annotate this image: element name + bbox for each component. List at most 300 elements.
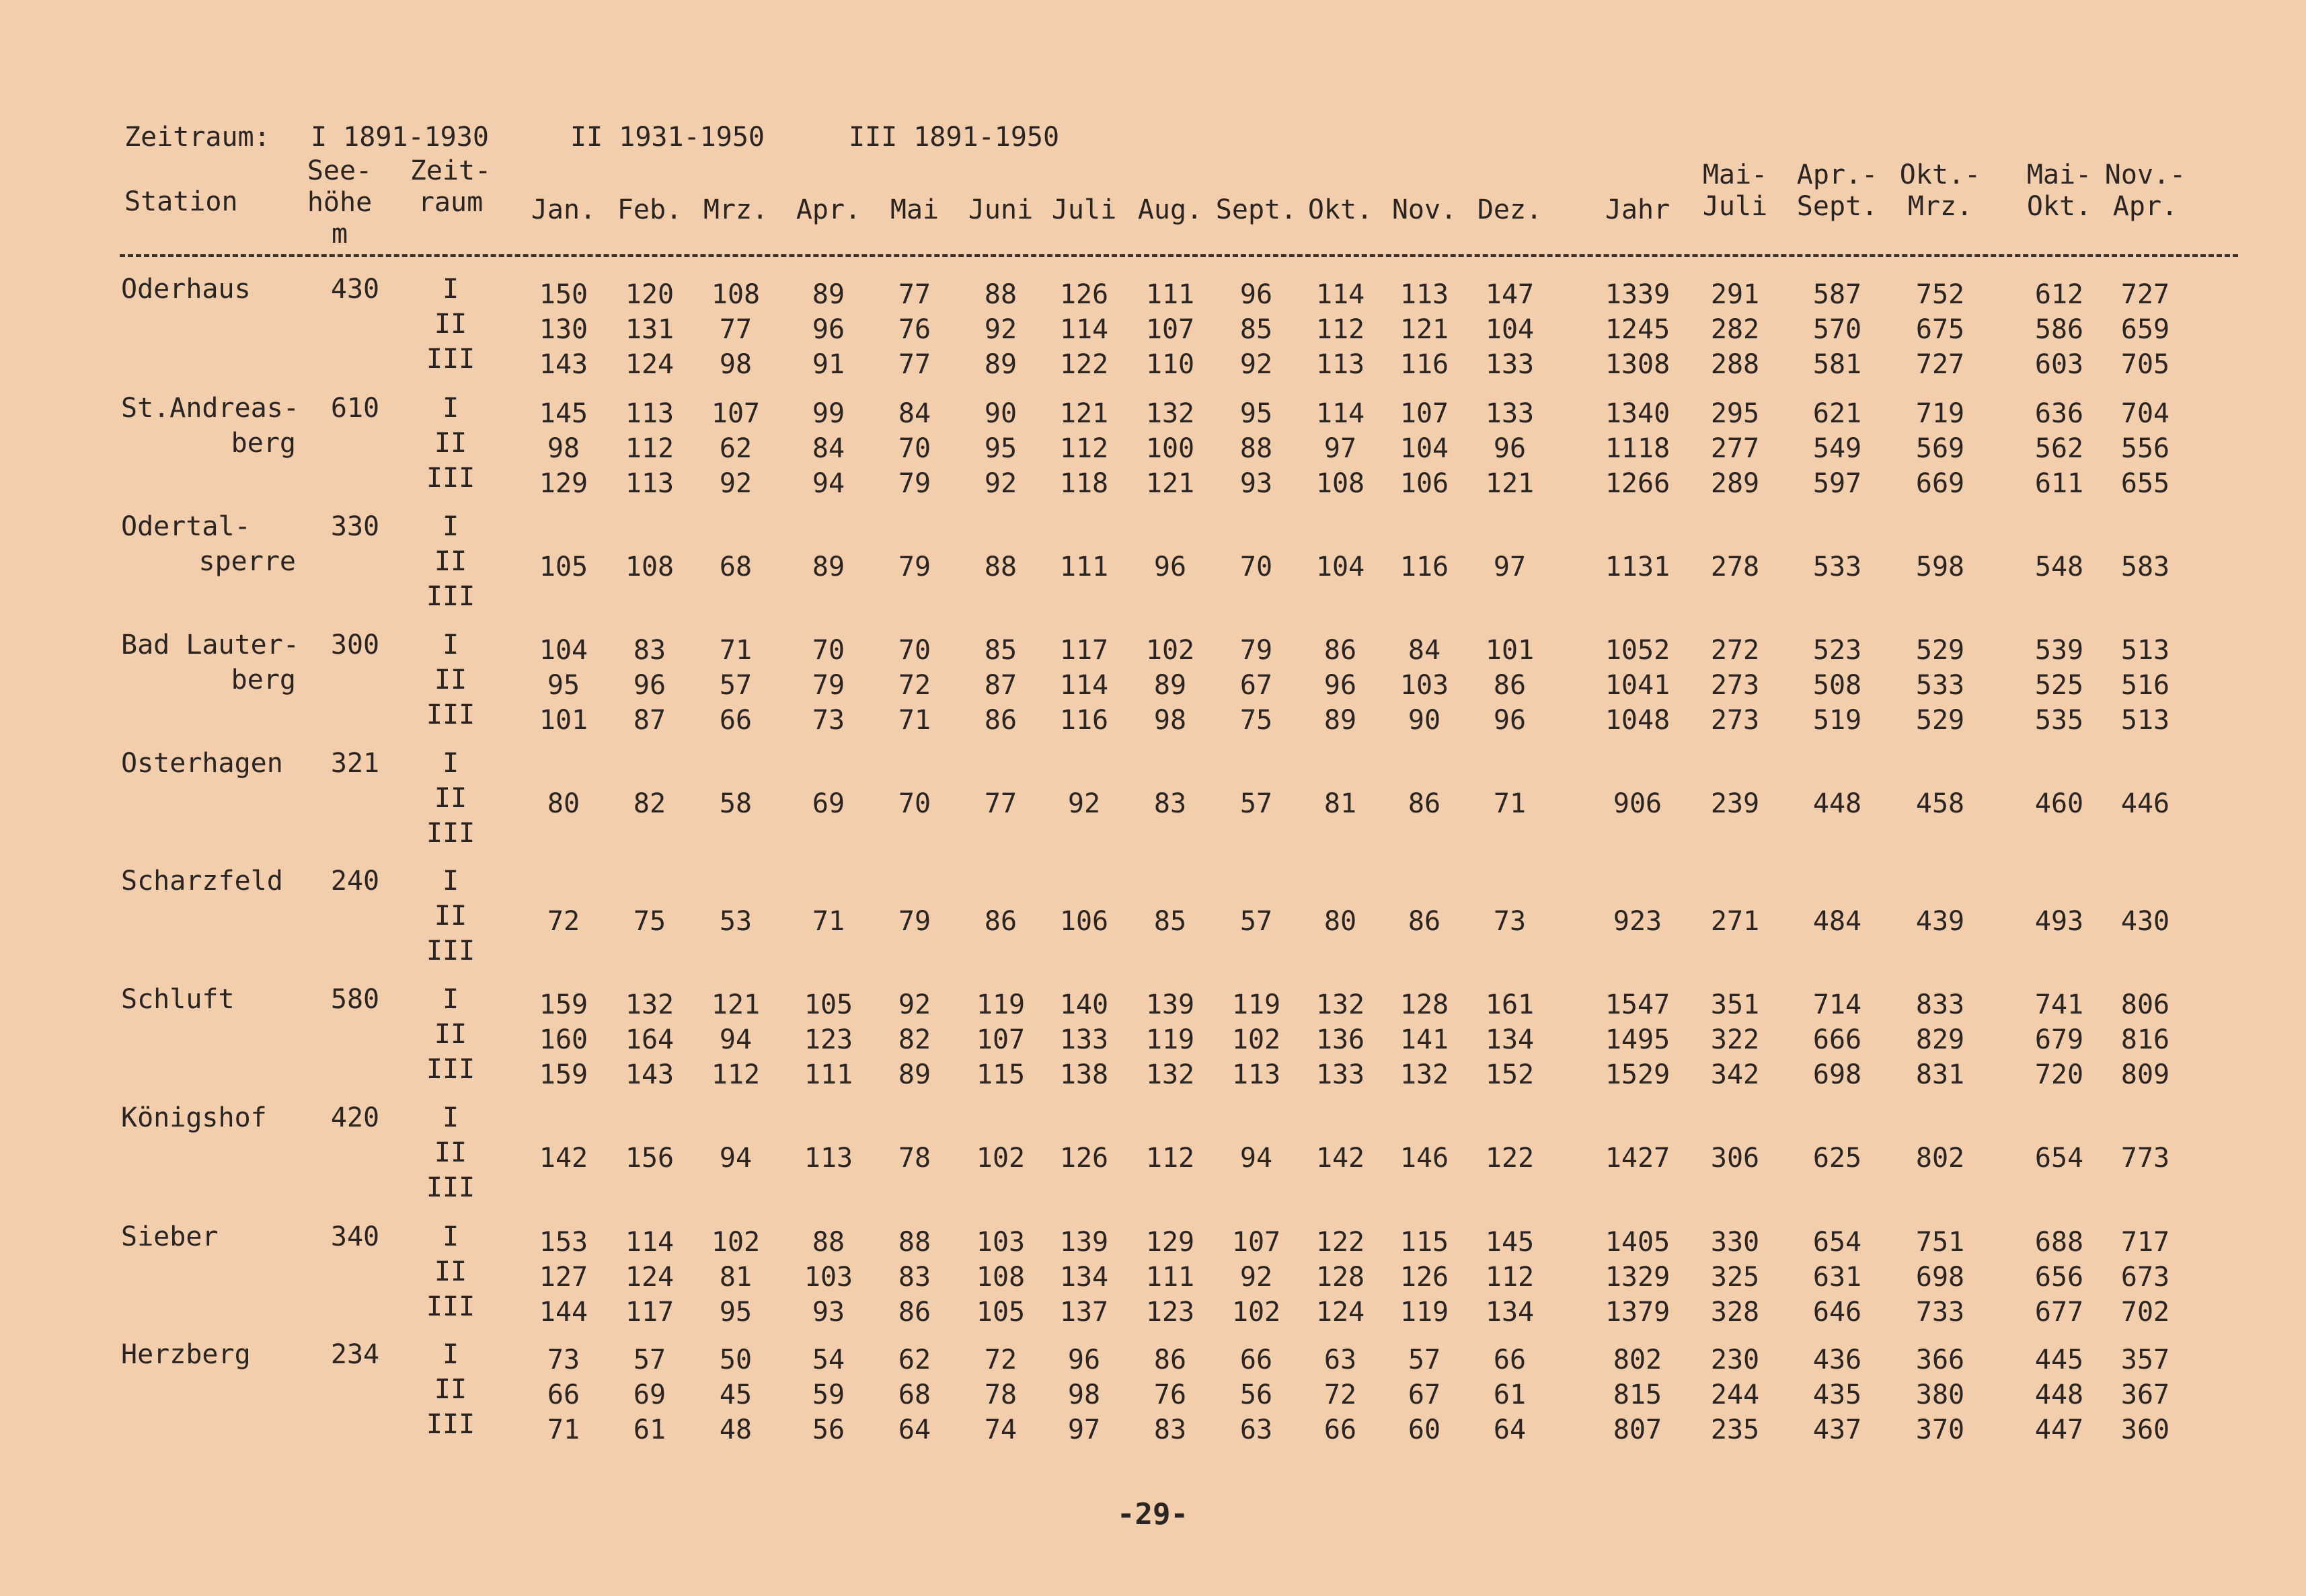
table-cell: 91 [812, 349, 845, 380]
table-cell: 133 [1315, 1059, 1365, 1090]
table-cell: 70 [898, 635, 931, 666]
table-cell: 63 [1323, 1344, 1357, 1375]
table-cell: 132 [1315, 989, 1365, 1020]
table-cell: 66 [719, 705, 753, 736]
table-cell: 71 [812, 906, 845, 937]
table-cell: 75 [633, 906, 666, 937]
table-cell: 108 [711, 279, 761, 310]
table-cell: 675 [1915, 314, 1965, 345]
table-cell: 66 [547, 1379, 580, 1410]
header-month: Okt. [1307, 194, 1373, 225]
table-cell: 139 [1059, 1227, 1109, 1258]
table-cell: 132 [1399, 1059, 1449, 1090]
table-cell: 92 [1239, 1262, 1273, 1293]
table-cell: 93 [1239, 468, 1273, 499]
table-cell: 86 [1153, 1344, 1187, 1375]
table-cell: 366 [1915, 1344, 1965, 1375]
header-sum-period: Sept. [1796, 191, 1878, 222]
header-month: Aug. [1137, 194, 1203, 225]
table-cell: 134 [1059, 1262, 1109, 1293]
station-height: 330 [330, 511, 380, 542]
table-cell: 60 [1408, 1414, 1441, 1445]
table-cell: 137 [1059, 1297, 1109, 1328]
table-cell: 86 [898, 1297, 931, 1328]
table-cell: 1266 [1605, 468, 1670, 499]
table-cell: 535 [2034, 705, 2084, 736]
table-cell: 76 [1153, 1379, 1187, 1410]
table-cell: 72 [547, 906, 580, 937]
table-cell: 367 [2120, 1379, 2170, 1410]
table-cell: 96 [633, 670, 666, 701]
table-cell: 1529 [1605, 1059, 1670, 1090]
table-cell: 484 [1812, 906, 1862, 937]
table-cell: 152 [1485, 1059, 1535, 1090]
table-cell: 144 [539, 1297, 588, 1328]
period-label: II [434, 309, 467, 340]
table-cell: 54 [812, 1344, 845, 1375]
table-cell: 92 [1067, 788, 1101, 819]
table-cell: 111 [1145, 1262, 1195, 1293]
table-cell: 138 [1059, 1059, 1109, 1090]
table-cell: 105 [804, 989, 853, 1020]
table-cell: 86 [1323, 635, 1357, 666]
period-label: II [434, 1256, 467, 1287]
period-label: I [442, 1221, 459, 1252]
table-cell: 76 [898, 314, 931, 345]
table-cell: 122 [1059, 349, 1109, 380]
table-cell: 533 [1812, 552, 1862, 582]
table-cell: 570 [1812, 314, 1862, 345]
table-cell: 654 [1812, 1227, 1862, 1258]
table-cell: 127 [539, 1262, 588, 1293]
table-cell: 104 [539, 635, 588, 666]
header-sum-period: Apr. [2112, 191, 2178, 222]
table-cell: 141 [1399, 1024, 1449, 1055]
table-cell: 128 [1399, 989, 1449, 1020]
table-cell: 380 [1915, 1379, 1965, 1410]
table-cell: 63 [1239, 1414, 1273, 1445]
table-cell: 439 [1915, 906, 1965, 937]
table-cell: 113 [625, 468, 675, 499]
table-cell: 83 [1153, 1414, 1187, 1445]
table-cell: 239 [1710, 788, 1760, 819]
station-name: Sieber [121, 1221, 219, 1252]
table-cell: 92 [1239, 349, 1273, 380]
table-cell: 98 [719, 349, 753, 380]
table-cell: 513 [2120, 635, 2170, 666]
table-cell: 116 [1059, 705, 1109, 736]
table-cell: 720 [2034, 1059, 2084, 1090]
header-year: Jahr [1605, 194, 1670, 225]
header-zeitraum: Zeit- [410, 155, 492, 186]
table-cell: 89 [1153, 670, 1187, 701]
table-cell: 1245 [1605, 314, 1670, 345]
table-cell: 611 [2034, 468, 2084, 499]
table-cell: 124 [625, 349, 675, 380]
table-cell: 48 [719, 1414, 753, 1445]
table-cell: 124 [625, 1262, 675, 1293]
table-cell: 66 [1239, 1344, 1273, 1375]
table-cell: 96 [1493, 705, 1527, 736]
header-month: Dez. [1477, 194, 1543, 225]
table-cell: 71 [719, 635, 753, 666]
period-label: II [434, 1137, 467, 1168]
header-seehoehe: m [331, 219, 348, 250]
table-cell: 142 [539, 1143, 588, 1174]
table-cell: 831 [1915, 1059, 1965, 1090]
table-cell: 102 [1145, 635, 1195, 666]
table-cell: 460 [2034, 788, 2084, 819]
table-cell: 493 [2034, 906, 2084, 937]
table-cell: 597 [1812, 468, 1862, 499]
period-label: III [426, 463, 475, 494]
table-cell: 115 [976, 1059, 1026, 1090]
table-cell: 89 [812, 279, 845, 310]
period-label: III [426, 1291, 475, 1322]
station-name: Oderhaus [121, 274, 251, 305]
table-cell: 116 [1399, 552, 1449, 582]
table-cell: 807 [1613, 1414, 1662, 1445]
table-cell: 104 [1399, 433, 1449, 464]
table-cell: 78 [898, 1143, 931, 1174]
period-label: III [426, 1409, 475, 1440]
table-cell: 67 [1239, 670, 1273, 701]
table-cell: 1405 [1605, 1227, 1670, 1258]
period-label: III [426, 936, 475, 966]
period-label: II [434, 428, 467, 459]
table-cell: 66 [1323, 1414, 1357, 1445]
table-cell: 688 [2034, 1227, 2084, 1258]
period-label: I [442, 748, 459, 779]
table-cell: 815 [1613, 1379, 1662, 1410]
table-cell: 77 [898, 349, 931, 380]
table-cell: 118 [1059, 468, 1109, 499]
table-cell: 110 [1145, 349, 1195, 380]
table-cell: 1427 [1605, 1143, 1670, 1174]
table-cell: 124 [1315, 1297, 1365, 1328]
period-label: I [442, 393, 459, 424]
table-cell: 96 [812, 314, 845, 345]
table-cell: 119 [976, 989, 1026, 1020]
table-cell: 74 [984, 1414, 1017, 1445]
header-month: Apr. [796, 194, 861, 225]
table-cell: 150 [539, 279, 588, 310]
table-cell: 102 [976, 1143, 1026, 1174]
table-cell: 525 [2034, 670, 2084, 701]
table-cell: 581 [1812, 349, 1862, 380]
header-month: Sept. [1215, 194, 1297, 225]
table-cell: 96 [1239, 279, 1273, 310]
table-cell: 94 [719, 1024, 753, 1055]
period-label: III [426, 1172, 475, 1203]
header-sum-period: Okt. [2026, 191, 2092, 222]
table-cell: 50 [719, 1344, 753, 1375]
table-cell: 1339 [1605, 279, 1670, 310]
table-cell: 112 [711, 1059, 761, 1090]
station-name: berg [231, 428, 296, 459]
table-cell: 117 [1059, 635, 1109, 666]
table-cell: 111 [1059, 552, 1109, 582]
table-cell: 273 [1710, 705, 1760, 736]
table-cell: 133 [1485, 398, 1535, 429]
table-cell: 126 [1059, 279, 1109, 310]
table-cell: 105 [976, 1297, 1026, 1328]
table-cell: 288 [1710, 349, 1760, 380]
table-cell: 704 [2120, 398, 2170, 429]
table-cell: 107 [1231, 1227, 1281, 1258]
period-label: I [442, 274, 459, 305]
period-label: III [426, 1054, 475, 1085]
table-cell: 669 [1915, 468, 1965, 499]
table-cell: 114 [625, 1227, 675, 1258]
period-3-legend: III 1891-1950 [849, 122, 1060, 153]
table-cell: 705 [2120, 349, 2170, 380]
table-cell: 68 [898, 1379, 931, 1410]
station-name: berg [231, 664, 296, 695]
header-month: Juli [1051, 194, 1117, 225]
table-cell: 235 [1710, 1414, 1760, 1445]
table-cell: 85 [1239, 314, 1273, 345]
table-cell: 66 [1493, 1344, 1527, 1375]
period-label: II [434, 1374, 467, 1405]
table-cell: 86 [1408, 788, 1441, 819]
period-label: I [442, 511, 459, 542]
table-cell: 113 [625, 398, 675, 429]
table-cell: 160 [539, 1024, 588, 1055]
station-name: Schluft [121, 984, 235, 1015]
period-label: III [426, 344, 475, 375]
period-label: I [442, 1339, 459, 1370]
table-cell: 556 [2120, 433, 2170, 464]
station-name: St.Andreas- [121, 393, 299, 424]
table-cell: 1547 [1605, 989, 1670, 1020]
table-cell: 92 [898, 989, 931, 1020]
header-sum-period: Mai- [2026, 159, 2092, 190]
table-cell: 53 [719, 906, 753, 937]
table-cell: 107 [976, 1024, 1026, 1055]
station-height: 340 [330, 1221, 380, 1252]
header-month: Mrz. [703, 194, 769, 225]
station-height: 240 [330, 866, 380, 897]
table-cell: 121 [711, 989, 761, 1020]
table-cell: 636 [2034, 398, 2084, 429]
table-cell: 94 [1239, 1143, 1273, 1174]
table-cell: 519 [1812, 705, 1862, 736]
table-cell: 133 [1059, 1024, 1109, 1055]
station-height: 610 [330, 393, 380, 424]
table-cell: 727 [1915, 349, 1965, 380]
table-cell: 654 [2034, 1143, 2084, 1174]
period-label: I [442, 866, 459, 897]
table-cell: 73 [1493, 906, 1527, 937]
table-cell: 430 [2120, 906, 2170, 937]
table-cell: 159 [539, 1059, 588, 1090]
table-cell: 112 [1059, 433, 1109, 464]
table-cell: 57 [719, 670, 753, 701]
table-cell: 96 [1323, 670, 1357, 701]
table-cell: 134 [1485, 1024, 1535, 1055]
table-cell: 1118 [1605, 433, 1670, 464]
table-cell: 57 [1239, 788, 1273, 819]
table-cell: 1495 [1605, 1024, 1670, 1055]
table-cell: 273 [1710, 670, 1760, 701]
table-cell: 128 [1315, 1262, 1365, 1293]
table-cell: 123 [804, 1024, 853, 1055]
table-cell: 80 [547, 788, 580, 819]
table-cell: 802 [1915, 1143, 1965, 1174]
table-cell: 96 [1067, 1344, 1101, 1375]
table-cell: 549 [1812, 433, 1862, 464]
table-cell: 102 [1231, 1297, 1281, 1328]
table-cell: 126 [1399, 1262, 1449, 1293]
table-cell: 101 [539, 705, 588, 736]
table-cell: 143 [625, 1059, 675, 1090]
table-cell: 113 [1315, 349, 1365, 380]
table-cell: 330 [1710, 1227, 1760, 1258]
table-cell: 437 [1812, 1414, 1862, 1445]
table-cell: 447 [2034, 1414, 2084, 1445]
station-name: Odertal- [121, 511, 251, 542]
table-cell: 108 [625, 552, 675, 582]
table-cell: 752 [1915, 279, 1965, 310]
table-cell: 586 [2034, 314, 2084, 345]
table-cell: 717 [2120, 1227, 2170, 1258]
table-cell: 289 [1710, 468, 1760, 499]
table-cell: 322 [1710, 1024, 1760, 1055]
period-label: II [434, 664, 467, 695]
table-cell: 73 [547, 1344, 580, 1375]
table-cell: 673 [2120, 1262, 2170, 1293]
table-cell: 113 [804, 1143, 853, 1174]
table-cell: 79 [898, 468, 931, 499]
period-label: II [434, 546, 467, 577]
table-cell: 107 [1399, 398, 1449, 429]
table-cell: 104 [1485, 314, 1535, 345]
period-2-legend: II 1931-1950 [570, 122, 765, 153]
table-cell: 61 [633, 1414, 666, 1445]
table-cell: 95 [984, 433, 1017, 464]
table-cell: 587 [1812, 279, 1862, 310]
table-cell: 57 [633, 1344, 666, 1375]
station-height: 234 [330, 1339, 380, 1370]
table-cell: 1340 [1605, 398, 1670, 429]
table-cell: 513 [2120, 705, 2170, 736]
table-cell: 1329 [1605, 1262, 1670, 1293]
periods-label: Zeitraum: [124, 122, 270, 153]
table-cell: 773 [2120, 1143, 2170, 1174]
period-label: III [426, 818, 475, 849]
table-cell: 56 [1239, 1379, 1273, 1410]
table-cell: 230 [1710, 1344, 1760, 1375]
table-cell: 906 [1613, 788, 1662, 819]
table-cell: 806 [2120, 989, 2170, 1020]
table-cell: 112 [1315, 314, 1365, 345]
table-cell: 61 [1493, 1379, 1527, 1410]
table-cell: 69 [812, 788, 845, 819]
table-cell: 271 [1710, 906, 1760, 937]
station-height: 321 [330, 748, 380, 779]
table-cell: 533 [1915, 670, 1965, 701]
table-cell: 122 [1485, 1143, 1535, 1174]
table-cell: 119 [1231, 989, 1281, 1020]
table-cell: 85 [984, 635, 1017, 666]
table-cell: 106 [1059, 906, 1109, 937]
table-cell: 58 [719, 788, 753, 819]
table-cell: 119 [1145, 1024, 1195, 1055]
table-cell: 446 [2120, 788, 2170, 819]
table-cell: 92 [984, 468, 1017, 499]
period-label: I [442, 630, 459, 660]
header-seehoehe: See- [307, 155, 373, 186]
table-cell: 702 [2120, 1297, 2170, 1328]
table-cell: 113 [1399, 279, 1449, 310]
period-label: II [434, 901, 467, 932]
table-cell: 328 [1710, 1297, 1760, 1328]
table-cell: 97 [1493, 552, 1527, 582]
table-cell: 98 [547, 433, 580, 464]
table-cell: 100 [1145, 433, 1195, 464]
table-cell: 159 [539, 989, 588, 1020]
table-cell: 99 [812, 398, 845, 429]
table-cell: 93 [812, 1297, 845, 1328]
table-cell: 84 [812, 433, 845, 464]
table-cell: 107 [711, 398, 761, 429]
table-cell: 445 [2034, 1344, 2084, 1375]
table-cell: 1131 [1605, 552, 1670, 582]
table-cell: 85 [1153, 906, 1187, 937]
table-cell: 134 [1485, 1297, 1535, 1328]
table-cell: 161 [1485, 989, 1535, 1020]
table-cell: 107 [1145, 314, 1195, 345]
table-cell: 120 [625, 279, 675, 310]
table-cell: 62 [898, 1344, 931, 1375]
table-cell: 625 [1812, 1143, 1862, 1174]
header-month: Nov. [1391, 194, 1457, 225]
table-cell: 562 [2034, 433, 2084, 464]
station-name: Bad Lauter- [121, 630, 299, 660]
table-cell: 655 [2120, 468, 2170, 499]
table-cell: 436 [1812, 1344, 1862, 1375]
table-cell: 94 [719, 1143, 753, 1174]
table-cell: 802 [1613, 1344, 1662, 1375]
table-cell: 156 [625, 1143, 675, 1174]
table-cell: 56 [812, 1414, 845, 1445]
table-cell: 621 [1812, 398, 1862, 429]
table-cell: 448 [1812, 788, 1862, 819]
table-cell: 121 [1399, 314, 1449, 345]
table-cell: 86 [984, 906, 1017, 937]
header-sum-period: Mai- [1702, 159, 1768, 190]
header-seehoehe: höhe [307, 187, 373, 218]
table-cell: 97 [1323, 433, 1357, 464]
table-cell: 82 [633, 788, 666, 819]
table-cell: 88 [898, 1227, 931, 1258]
station-height: 580 [330, 984, 380, 1015]
table-cell: 130 [539, 314, 588, 345]
table-cell: 603 [2034, 349, 2084, 380]
table-cell: 277 [1710, 433, 1760, 464]
table-cell: 123 [1145, 1297, 1195, 1328]
table-cell: 147 [1485, 279, 1535, 310]
table-cell: 136 [1315, 1024, 1365, 1055]
table-cell: 117 [625, 1297, 675, 1328]
header-station: Station [124, 186, 238, 217]
table-cell: 95 [1239, 398, 1273, 429]
table-cell: 282 [1710, 314, 1760, 345]
table-cell: 809 [2120, 1059, 2170, 1090]
table-cell: 114 [1315, 398, 1365, 429]
table-cell: 79 [898, 552, 931, 582]
